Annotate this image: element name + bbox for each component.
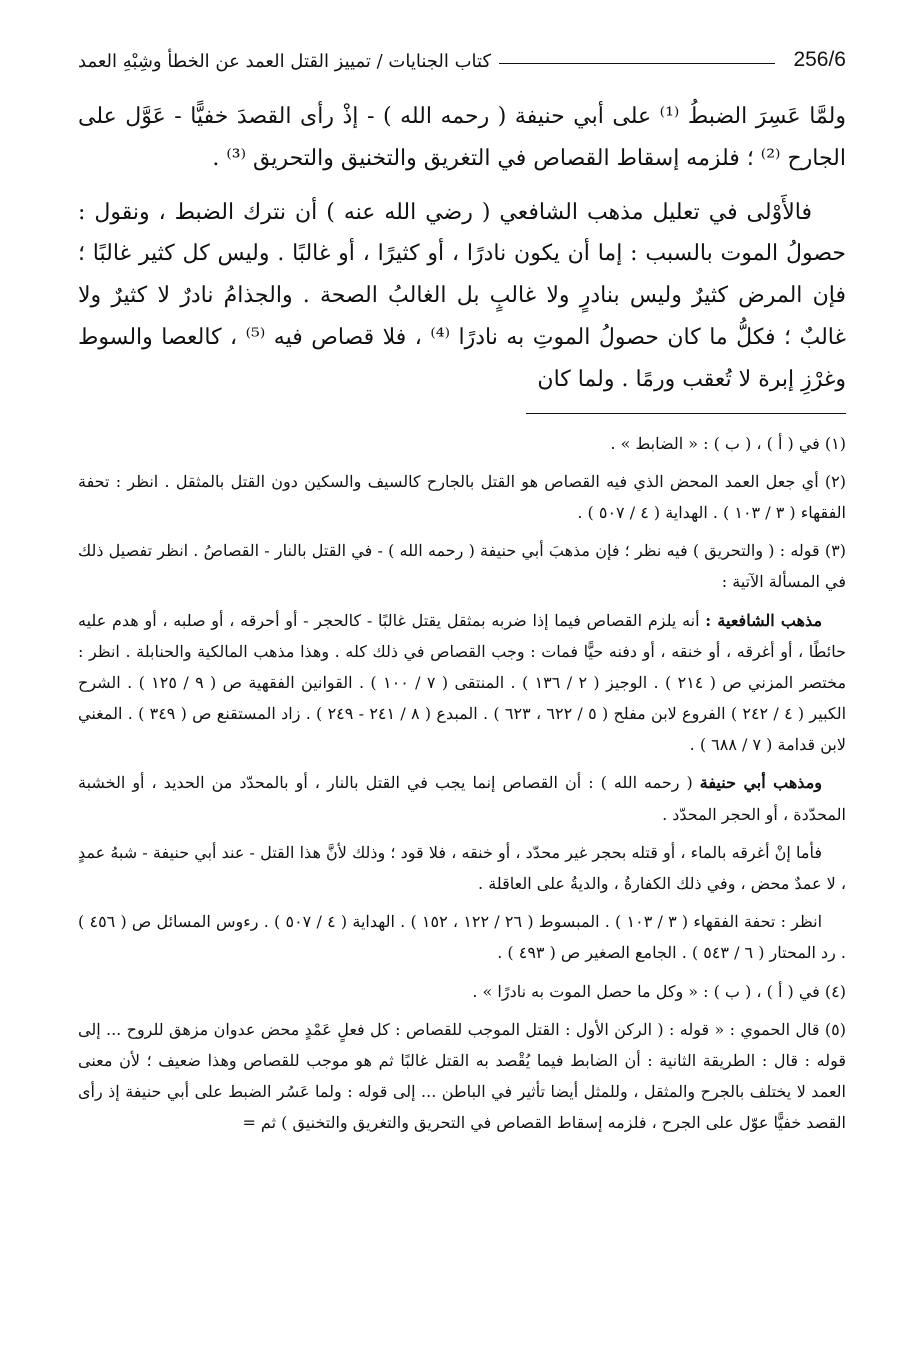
running-title: كتاب الجنايات / تمييز القتل العمد عن الخطأ وشِبْهِ العمد (78, 51, 492, 72)
footnote-1: (١) في ( أ ) ، ( ب ) : « الضابط » . (610, 433, 846, 453)
running-header (78, 34, 846, 72)
footnote-4: (٤) في ( أ ) ، ( ب ) : « وكل ما حصل الموت به نادرًا » . (472, 981, 846, 1001)
footnote-2: (٢) أي جعل العمد المحض الذي فيه القصاص هو القتل بالجارح كالسيف والسكين دون القتل بالمثقل . انظر : تحفة الفقهاء ( ٣ / ١٠٣ ) . الهداية ( ٤ / ٥٠٧ ) . (78, 471, 846, 522)
page-number: 256/6 (793, 48, 846, 71)
footnote-3-hanafi-refs: انظر : تحفة الفقهاء ( ٣ / ١٠٣ ) . المبسوط ( ٢٦ / ١٢٢ ، ١٥٢ ) . الهداية ( ٤ / ٥٠٧ ) . رءوس المسائل ص ( ٤٥٦ ) . رد المحتار ( ٦ / ٥٤٣ ) . الجامع الصغير ص ( ٤٩٣ ) . (78, 912, 846, 963)
footnote-3-hanafi (78, 767, 846, 829)
header-rule (499, 63, 775, 64)
hanafi-label: ومذهب أبي حنيفة (699, 773, 823, 793)
footnote-5: (٥) قال الحموي : « قوله : ( الركن الأول : القتل الموجب للقصاص : كل فعلٍ عَمْدٍ محض عدوان مزهق للروح ... إلى قوله : قال : الطريقة الثانية : أن الضابط فيما يُقْصد به القتل غالبًا ثم هو موجب للقصاص وهذا ضعيف ؛ لأن معنى العمد لا يختلف بالجرح والمثقل ، وللمثل أيضا تأثير في الباطن ... إلى قوله : ولما عَسُر الضبط على أبي حنيفة إذ رأى القصد خفيًّا عوّل على الجرح ، فلزمه إسقاط القصاص في التحريق والتغريق والتخنيق ) ثم = (78, 1019, 846, 1133)
shafii-label: مذهب الشافعية : (705, 610, 823, 630)
main-paragraph-1: ولمَّا عَسِرَ الضبطُ ⁽¹⁾ على أبي حنيفة ( رحمه الله ) - إذْ رأى القصدَ خفيًّا - عَوَّل على الجارح ⁽²⁾ ؛ فلزمه إسقاط القصاص في التغريق والتخنيق والتحريق ⁽³⁾ . (78, 104, 846, 171)
footnotes (78, 428, 846, 1139)
footnote-separator (526, 413, 846, 414)
footnote-3-shafii (78, 605, 846, 761)
footnote-3-hanafi-2: فأما إنْ أغرقه بالماء ، أو قتله بحجر غير محدّد ، أو خنقه ، فلا قود ؛ وذلك لأنَّ هذا القتل - عند أبي حنيفة - شبهُ عمدٍ ، لا عمدٌ محض ، وفي ذلك الكفارةُ ، والديةُ على العاقلة . (78, 842, 846, 894)
main-text (78, 96, 846, 401)
hanafi-text: ( رحمه الله ) : أن القصاص إنما يجب في القتل بالنار ، أو بالمحدّد من الحديد ، أو الخشبة المحدّدة ، أو الحجر المحدّد . (78, 773, 846, 824)
footnote-3: (٣) قوله : ( والتحريق ) فيه نظر ؛ فإن مذهبَ أبي حنيفة ( رحمه الله ) - في القتل بالنار - القصاصُ . انظر تفصيل ذلك في المسألة الآتية : (78, 541, 846, 592)
main-paragraph-2: فالأَوْلى في تعليل مذهب الشافعي ( رضي الله عنه ) أن نترك الضبط ، ونقول : حصولُ الموت بالسبب : إما أن يكون نادرًا ، أو كثيرًا ، أو غالبًا . وليس كل كثير غالبًا ؛ فإن المرض كثيرٌ وليس بنادرٍ ولا غالبٍ بل الغالبُ الصحة . والجذامُ نادرٌ لا كثيرٌ ولا غالبٌ ؛ فكلُّ ما كان حصولُ الموتِ به نادرًا ⁽⁴⁾ ، فلا قصاص فيه ⁽⁵⁾ ، كالعصا والسوط وغرْزِ إبرة لا تُعقب ورمًا . ولما كان (78, 199, 846, 392)
shafii-text: أنه يلزم القصاص فيما إذا ضربه بمثقل يقتل غالبًا - كالحجر - أو أحرقه ، أو صلبه ، أو هدم عليه حائطًا ، أو أغرقه ، أو خنقه ، أو دفنه حيًّا فمات : وجب القصاص في ذلك كله . وهذا مذهب المالكية والحنابلة . انظر : مختصر المزني ص ( ٢١٤ ) . الوجيز ( ٢ / ١٣٦ ) . المنتقى ( ٧ / ١٠٠ ) . القوانين الفقهية ص ( ٩ / ١٢٥ ) . الشرح الكبير ( ٤ / ٢٤٢ ) الفروع لابن مفلح ( ٥ / ٦٢٢ ، ٦٢٣ ) . المبدع ( ٨ / ٢٤١ - ٢٤٩ ) . زاد المستقنع ص ( ٣٤٩ ) . المغني لابن قدامة ( ٧ / ٦٨٨ ) . (78, 610, 847, 755)
